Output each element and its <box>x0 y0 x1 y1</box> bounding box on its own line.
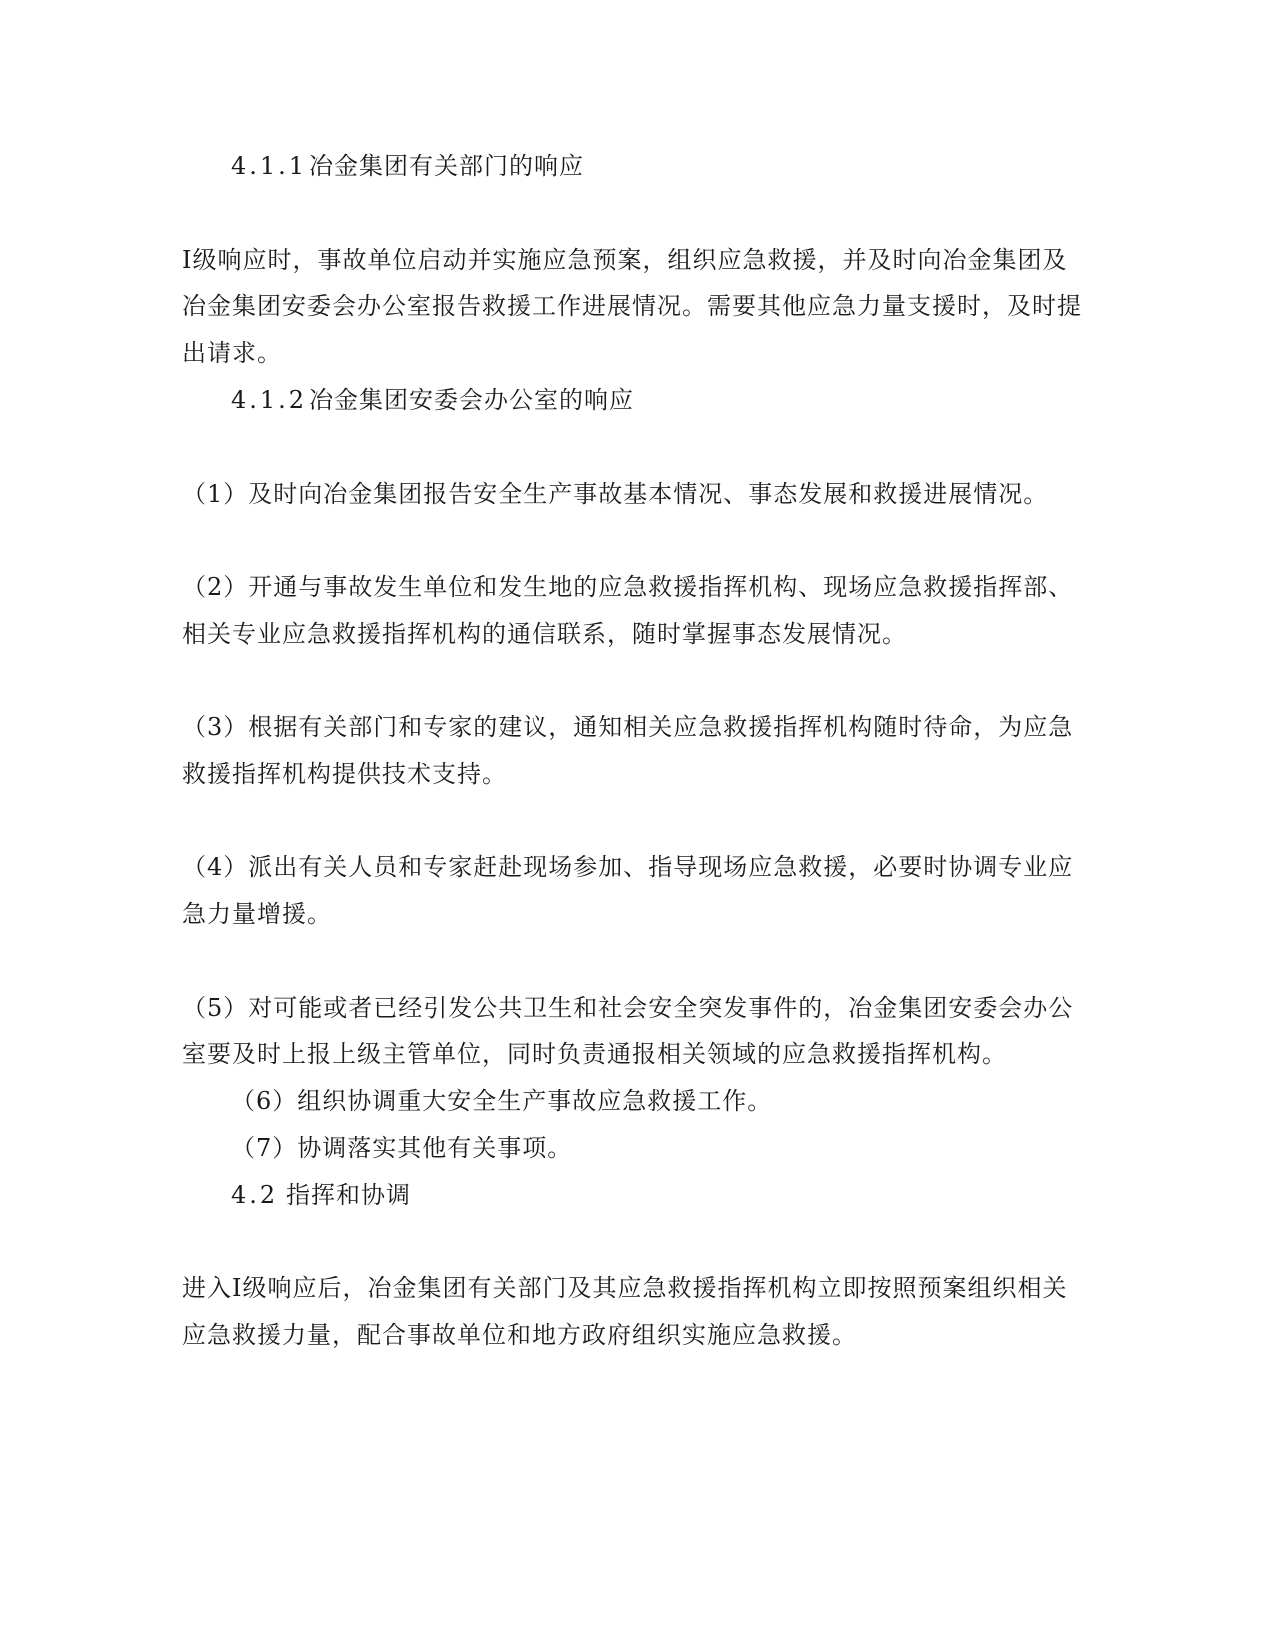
section-heading-4-2 <box>231 1180 411 1210</box>
paragraph-line: Ⅰ级响应时，事故单位启动并实施应急预案，组织应急救援，并及时向冶金集团及 <box>182 246 1068 274</box>
paragraph-line: 冶金集团安委会办公室报告救援工作进展情况。需要其他应急力量支援时，及时提 <box>182 292 1082 320</box>
list-item-line: 救援指挥机构提供技术支持。 <box>182 760 507 788</box>
list-item-6: （6）组织协调重大安全生产事故应急救援工作。 <box>231 1087 773 1115</box>
list-item-7: （7）协调落实其他有关事项。 <box>231 1134 573 1162</box>
section-title: 冶金集团有关部门的响应 <box>309 152 584 180</box>
section-heading-4-1-2 <box>231 385 634 415</box>
list-item-line: （3）根据有关部门和专家的建议，通知相关应急救援指挥机构随时待命，为应急 <box>182 713 1074 741</box>
section-heading-4-1-1 <box>231 151 584 181</box>
list-item-line: 室要及时上报上级主管单位，同时负责通报相关领域的应急救援指挥机构。 <box>182 1040 1007 1068</box>
section-title: 冶金集团安委会办公室的响应 <box>309 386 634 414</box>
section-number: 4.2 <box>231 1181 279 1209</box>
list-item-line: 急力量增援。 <box>182 900 332 928</box>
section-title: 指挥和协调 <box>286 1181 411 1209</box>
list-item-1: （1）及时向冶金集团报告安全生产事故基本情况、事态发展和救援进展情况。 <box>182 480 1049 508</box>
section-number: 4.1.2 <box>231 386 308 414</box>
list-item-line: （2）开通与事故发生单位和发生地的应急救援指挥机构、现场应急救援指挥部、 <box>182 573 1074 601</box>
paragraph-line: 进入Ⅰ级响应后，冶金集团有关部门及其应急救援指挥机构立即按照预案组织相关 <box>182 1274 1068 1302</box>
list-item-line: （5）对可能或者已经引发公共卫生和社会安全突发事件的，冶金集团安委会办公 <box>182 994 1074 1022</box>
paragraph-line: 应急救援力量，配合事故单位和地方政府组织实施应急救援。 <box>182 1321 857 1349</box>
list-item-line: 相关专业应急救援指挥机构的通信联系，随时掌握事态发展情况。 <box>182 620 907 648</box>
paragraph-line: 出请求。 <box>182 339 282 367</box>
section-number: 4.1.1 <box>231 152 308 180</box>
list-item-line: （4）派出有关人员和专家赶赴现场参加、指导现场应急救援，必要时协调专业应 <box>182 853 1074 881</box>
